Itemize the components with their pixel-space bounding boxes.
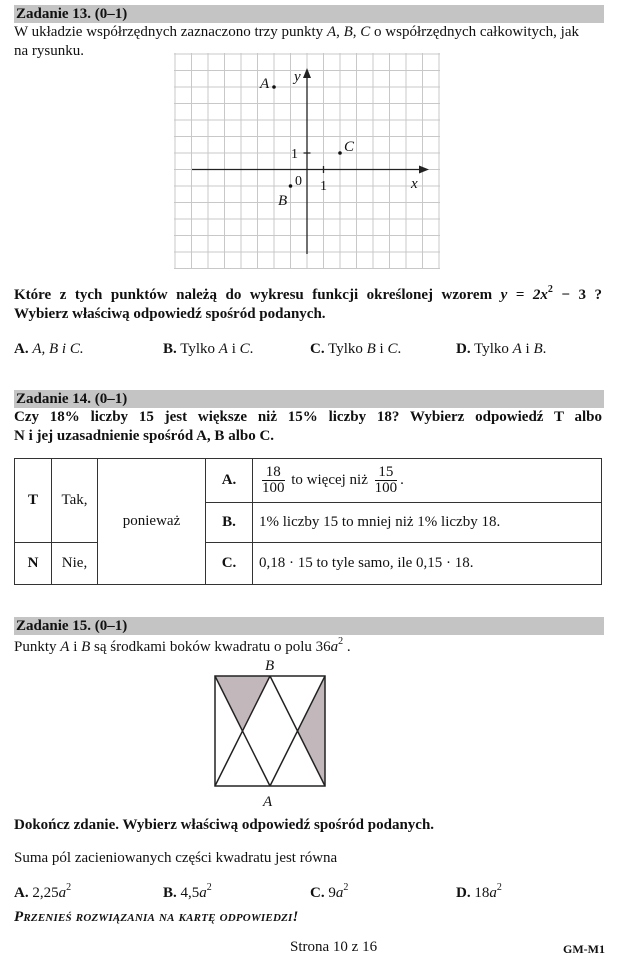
point-B — [289, 184, 293, 188]
task14-answer-table — [14, 458, 602, 585]
svg-text:C: C — [344, 139, 355, 155]
task13-option-d[interactable]: D. Tylko A i B. — [456, 341, 547, 357]
task15-sentence: Suma pól zacieniowanych części kwadratu jest równa — [14, 850, 338, 866]
task13-instruction: Wybierz właściwą odpowiedź spośród podanych. — [14, 306, 326, 322]
square-figure — [205, 656, 335, 812]
option-C[interactable]: C. — [206, 543, 253, 585]
option-B-text: 1% liczby 15 to mniej niż 1% liczby 18. — [253, 503, 602, 543]
y-axis-arrow-icon — [303, 68, 311, 78]
svg-text:B: B — [278, 193, 288, 209]
task15-option-a[interactable]: A. $2,25a^2$ — [14, 882, 72, 901]
task14-question: Czy 18% liczby 15 jest większe niż 15% liczby 18? Wybierz odpowiedź T albo — [14, 409, 602, 425]
task13-option-a[interactable]: A. A, B i C. — [14, 341, 84, 357]
option-A[interactable]: A. — [206, 459, 253, 503]
point-A — [272, 85, 276, 89]
because-label: ponieważ — [98, 459, 206, 585]
x-axis-arrow-icon — [419, 166, 429, 174]
task13-intro: W układzie współrzędnych zaznaczono trzy punkty A, B, C o współrzędnych całkowitych, jak — [14, 24, 579, 40]
task14-question-line2: N i jej uzasadnienie spośród A, B albo C. — [14, 428, 275, 444]
svg-text:0: 0 — [295, 174, 302, 189]
label-B: B — [265, 658, 275, 674]
task15-instruction: Dokończ zdanie. Wybierz właściwą odpowiedź spośród podanych. — [14, 817, 435, 833]
task15-option-c[interactable]: C. $9a^2$ — [310, 882, 349, 901]
label-A: A — [263, 794, 273, 810]
transfer-note: Przenieś rozwiązania na kartę odpowiedzi! — [14, 909, 299, 925]
option-T-text: Tak, — [52, 459, 98, 543]
task15-option-b[interactable]: B. $4,5a^2$ — [163, 882, 212, 901]
task13-header: Zadanie 13. (0–1) — [14, 5, 604, 23]
point-C — [338, 151, 342, 155]
shaded-triangle-left — [215, 676, 270, 731]
task15-option-d[interactable]: D. $18a^2$ — [456, 882, 502, 901]
svg-text:A: A — [260, 76, 270, 92]
task13-option-b[interactable]: B. Tylko A i C. — [163, 341, 254, 357]
task13-intro-line2: na rysunku. — [14, 43, 84, 59]
x-label: x — [411, 176, 418, 192]
option-C-text: 0,18 · 15 to tyle samo, ile 0,15 · 18. — [253, 543, 602, 585]
task14-header: Zadanie 14. (0–1) — [14, 390, 604, 408]
svg-text:1: 1 — [291, 147, 298, 162]
task15-header: Zadanie 15. (0–1) — [14, 617, 604, 635]
shaded-triangle-right — [298, 676, 326, 786]
option-N-text: Nie, — [52, 543, 98, 585]
y-label: y — [294, 69, 301, 85]
task13-option-c[interactable]: C. Tylko B i C. — [310, 341, 402, 357]
option-A-text: $\frac{18}{100}$ to więcej niż $\frac{15}{100}$ . — [253, 459, 602, 503]
option-T[interactable]: T — [15, 459, 52, 543]
task15-intro: Punkty A i B są środkami boków kwadratu o polu $36a^2$ . — [14, 636, 351, 655]
task13-question: Które z tych punktów należą do wykresu funkcji określonej wzorem $y = 2x^2 - 3$ ? — [14, 284, 602, 303]
page-number: Strona 10 z 16 — [290, 939, 378, 955]
option-N[interactable]: N — [15, 543, 52, 585]
svg-text:1: 1 — [320, 179, 327, 194]
exam-code: GM-M1 — [563, 942, 605, 956]
option-B[interactable]: B. — [206, 503, 253, 543]
coordinate-graph — [174, 53, 442, 271]
